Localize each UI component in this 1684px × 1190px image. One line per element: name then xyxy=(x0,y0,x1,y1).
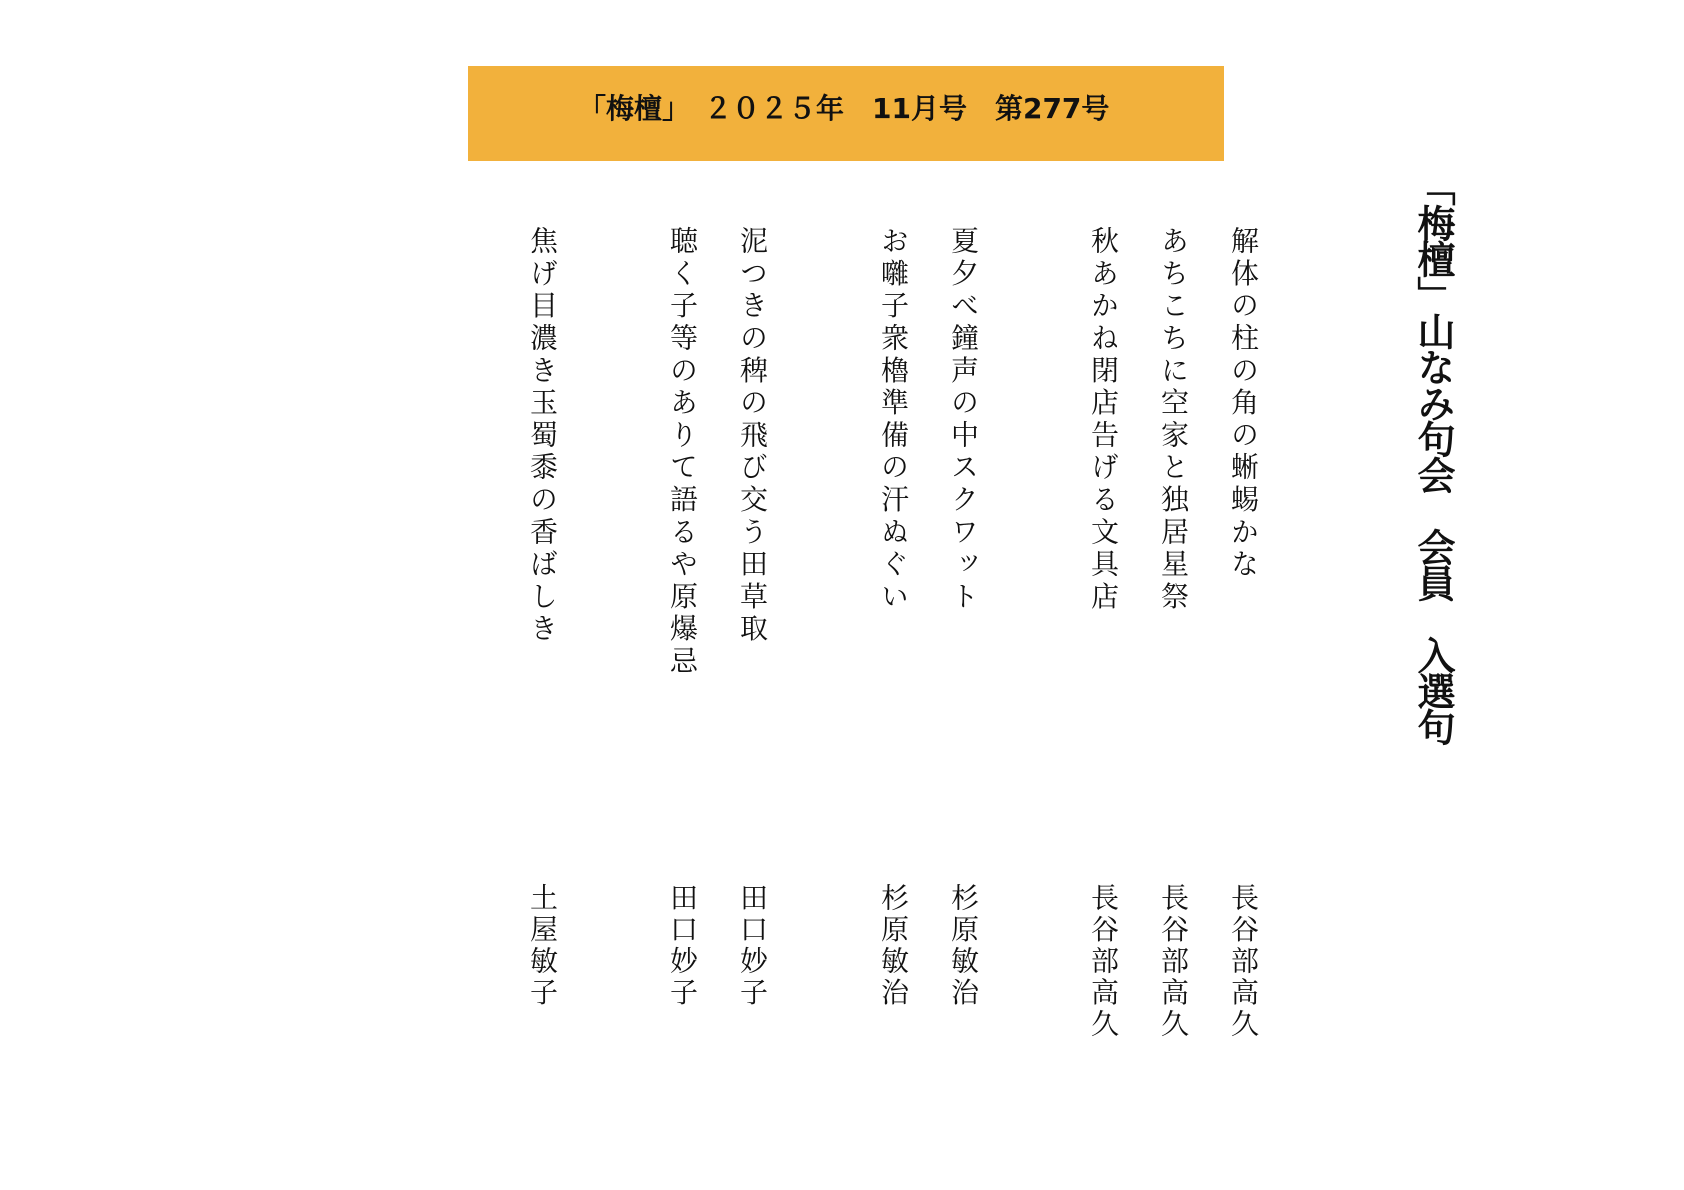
author-8: 土屋敏子 xyxy=(526,883,559,1009)
haiku-4: 夏夕べ鐘声の中スクワット xyxy=(947,226,980,614)
haiku-1: 解体の柱の角の蜥蜴かな xyxy=(1227,226,1260,582)
haiku-2: あちこちに空家と独居星祭 xyxy=(1157,226,1190,614)
author-5: 杉原敏治 xyxy=(877,883,910,1009)
author-4: 杉原敏治 xyxy=(947,883,980,1009)
section-title: 「梅檀」山なみ句会 会員 入選句 xyxy=(1411,168,1455,744)
haiku-5: お囃子衆櫓準備の汗ぬぐい xyxy=(877,226,910,614)
haiku-3: 秋あかね閉店告げる文具店 xyxy=(1087,226,1120,614)
haiku-7: 聴く子等のありて語るや原爆忌 xyxy=(666,226,699,679)
issue-header: 「梅檀」 ２０２５年 11月号 第277号 xyxy=(578,92,1110,125)
haiku-8: 焦げ目濃き玉蜀黍の香ばしき xyxy=(526,226,559,646)
author-6: 田口妙子 xyxy=(736,883,769,1009)
haiku-6: 泥つきの稗の飛び交う田草取 xyxy=(736,226,769,646)
author-3: 長谷部高久 xyxy=(1087,883,1120,1041)
author-7: 田口妙子 xyxy=(666,883,699,1009)
author-1: 長谷部高久 xyxy=(1227,883,1260,1041)
author-2: 長谷部高久 xyxy=(1157,883,1190,1041)
